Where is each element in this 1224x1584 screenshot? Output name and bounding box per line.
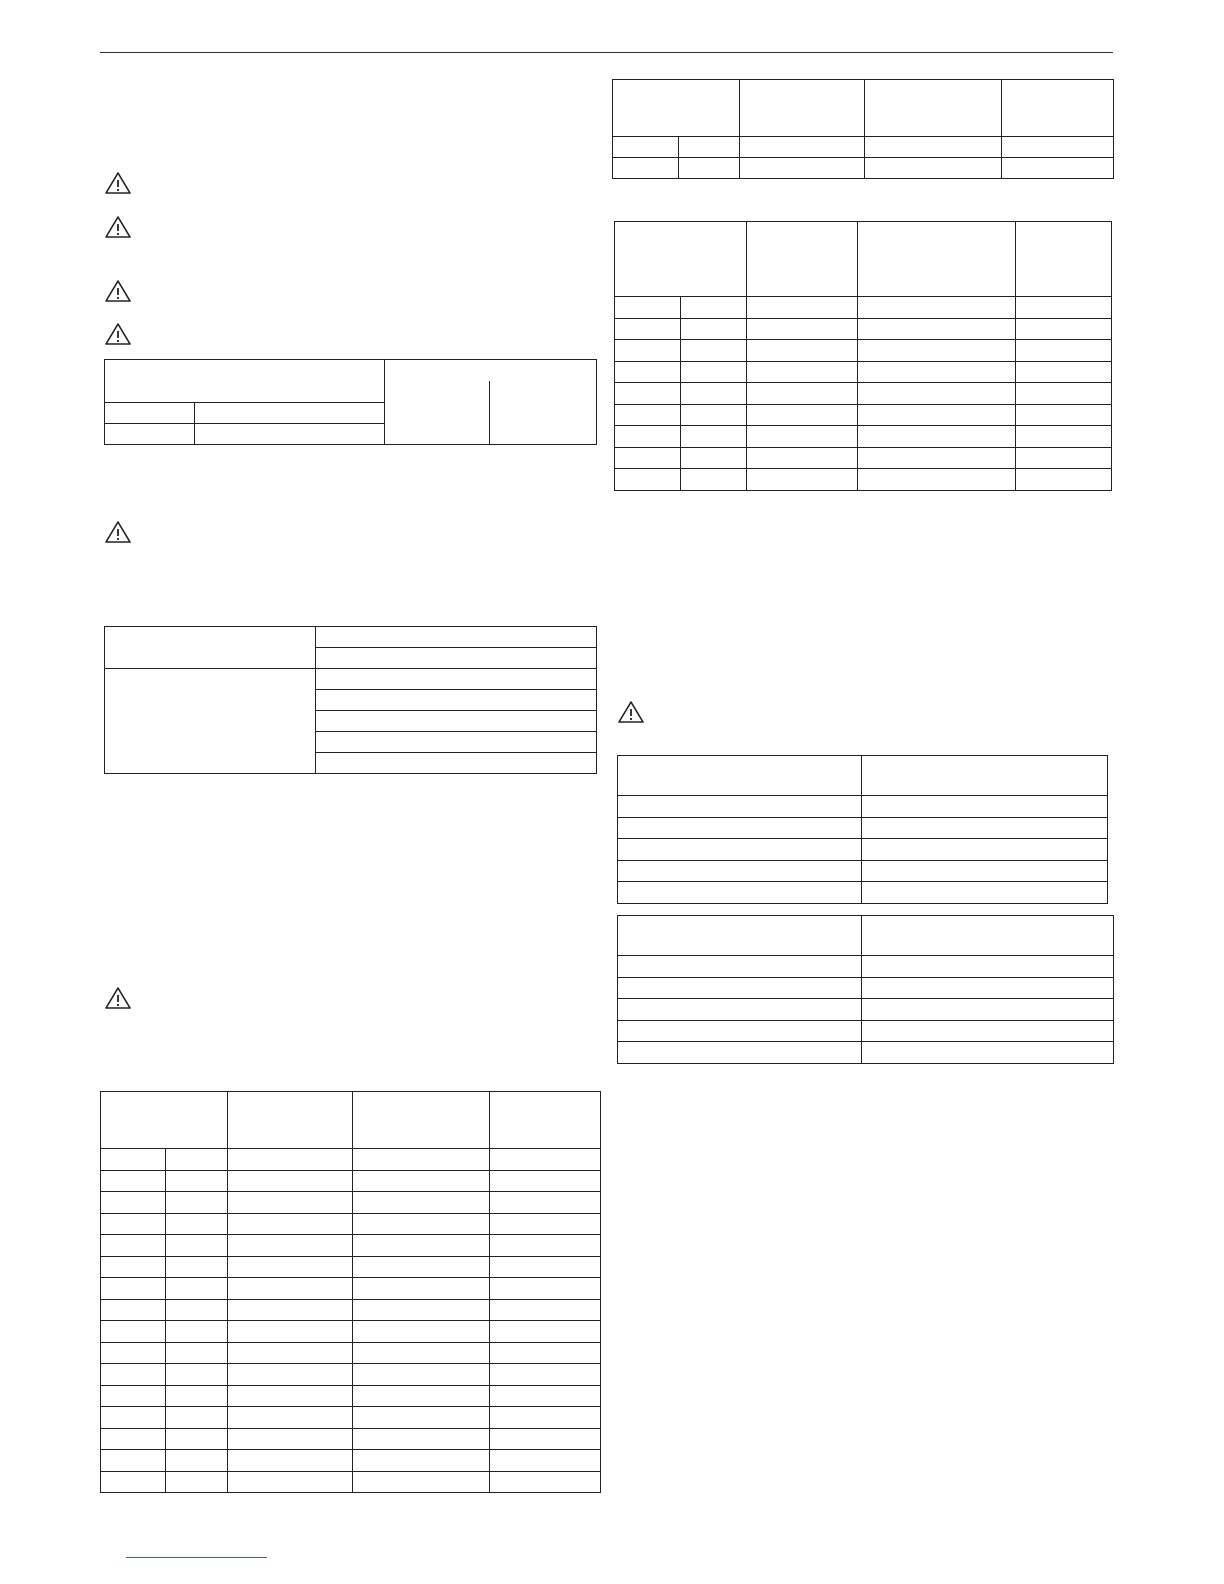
table-cell — [228, 1299, 353, 1321]
table-cell — [615, 383, 681, 405]
table-cell — [353, 1256, 490, 1278]
table-cell — [166, 1385, 228, 1407]
table-cell — [353, 1149, 490, 1171]
table-cell — [228, 1256, 353, 1278]
table-cell — [101, 1256, 166, 1278]
table-cell — [858, 361, 1016, 383]
table-cell — [747, 297, 858, 319]
table-cell — [228, 1278, 353, 1300]
table-cell — [679, 158, 740, 179]
table-cell — [613, 137, 679, 158]
table-cell — [747, 469, 858, 491]
table-cell — [316, 711, 597, 732]
table-cell — [101, 1407, 166, 1429]
table-cell — [353, 1428, 490, 1450]
table-cell — [615, 361, 681, 383]
table-cell — [1016, 404, 1112, 426]
table-cell — [862, 796, 1108, 818]
table-e — [614, 221, 1112, 491]
table-cell — [353, 1471, 490, 1493]
table-cell — [228, 1321, 353, 1343]
warning-icon — [617, 700, 645, 724]
table-cell — [858, 426, 1016, 448]
table-cell — [166, 1428, 228, 1450]
table-cell — [490, 1428, 601, 1450]
table-cell — [858, 383, 1016, 405]
table-cell — [353, 1385, 490, 1407]
warning-icon — [104, 520, 132, 544]
table-cell — [490, 1149, 601, 1171]
table-cell — [228, 1342, 353, 1364]
table-cell — [316, 627, 597, 648]
table-cell — [490, 1342, 601, 1364]
table-cell — [195, 424, 385, 445]
table-cell — [681, 361, 747, 383]
table-cell — [618, 999, 862, 1021]
table-cell — [858, 222, 1016, 297]
table-cell — [101, 1471, 166, 1493]
table-cell — [1016, 297, 1112, 319]
table-cell — [353, 1235, 490, 1257]
table-cell — [101, 1299, 166, 1321]
table-cell — [490, 1213, 601, 1235]
table-cell — [228, 1235, 353, 1257]
table-cell — [618, 1042, 862, 1064]
table-cell — [166, 1278, 228, 1300]
table-cell — [618, 916, 862, 956]
table-cell — [862, 756, 1108, 796]
table-cell — [740, 80, 865, 137]
table-cell — [353, 1192, 490, 1214]
table-cell — [101, 1170, 166, 1192]
table-cell — [747, 361, 858, 383]
table-cell — [862, 916, 1114, 956]
table-cell — [353, 1364, 490, 1386]
table-cell — [385, 360, 597, 403]
table-cell — [228, 1213, 353, 1235]
table-cell — [862, 839, 1108, 861]
table-cell — [490, 1092, 601, 1149]
table-cell — [747, 447, 858, 469]
table-cell — [862, 882, 1108, 904]
table-cell — [490, 1278, 601, 1300]
table-cell — [865, 158, 1002, 179]
table-cell — [618, 956, 862, 978]
table-cell — [166, 1170, 228, 1192]
table-cell — [228, 1407, 353, 1429]
table-cell — [618, 796, 862, 818]
table-cell — [353, 1450, 490, 1472]
table-cell — [862, 1042, 1114, 1064]
table-cell — [1016, 318, 1112, 340]
warning-icon — [104, 171, 132, 195]
table-cell — [615, 447, 681, 469]
table-cell — [166, 1299, 228, 1321]
table-cell — [858, 469, 1016, 491]
table-cell — [353, 1407, 490, 1429]
table-cell — [740, 158, 865, 179]
table-cell — [101, 1428, 166, 1450]
table-cell — [747, 340, 858, 362]
table-cell — [490, 1407, 601, 1429]
table-f — [617, 755, 1108, 904]
table-cell — [858, 318, 1016, 340]
table-cell — [615, 469, 681, 491]
table-cell — [1016, 469, 1112, 491]
warning-icon — [104, 215, 132, 239]
table-cell — [618, 1020, 862, 1042]
table-cell — [353, 1278, 490, 1300]
table-cell — [858, 340, 1016, 362]
table-cell — [747, 318, 858, 340]
table-cell — [865, 137, 1002, 158]
table-cell — [490, 1321, 601, 1343]
table-cell — [618, 882, 862, 904]
table-cell — [105, 669, 316, 774]
table-cell — [618, 839, 862, 861]
table-cell — [101, 1213, 166, 1235]
table-a-divider — [489, 381, 490, 445]
table-cell — [101, 1450, 166, 1472]
table-cell — [166, 1235, 228, 1257]
table-cell — [862, 999, 1114, 1021]
table-cell — [101, 1385, 166, 1407]
table-cell — [316, 732, 597, 753]
table-cell — [862, 860, 1108, 882]
table-cell — [166, 1471, 228, 1493]
table-cell — [1002, 80, 1114, 137]
table-cell — [316, 753, 597, 774]
table-cell — [101, 1321, 166, 1343]
table-cell — [105, 424, 195, 445]
table-cell — [681, 469, 747, 491]
table-cell — [228, 1170, 353, 1192]
table-cell — [1016, 222, 1112, 297]
table-cell — [615, 222, 747, 297]
table-cell — [228, 1385, 353, 1407]
table-cell — [1002, 137, 1114, 158]
table-cell — [353, 1342, 490, 1364]
table-cell — [385, 403, 490, 445]
table-cell — [490, 1364, 601, 1386]
table-cell — [490, 1235, 601, 1257]
table-cell — [228, 1471, 353, 1493]
table-cell — [166, 1149, 228, 1171]
table-cell — [679, 137, 740, 158]
table-cell — [615, 297, 681, 319]
table-cell — [490, 1192, 601, 1214]
table-cell — [615, 404, 681, 426]
table-cell — [862, 1020, 1114, 1042]
table-cell — [490, 1450, 601, 1472]
table-cell — [490, 1170, 601, 1192]
table-cell — [105, 360, 385, 403]
table-cell — [353, 1213, 490, 1235]
table-cell — [101, 1278, 166, 1300]
table-cell — [1016, 361, 1112, 383]
table-cell — [353, 1321, 490, 1343]
table-g — [617, 915, 1114, 1064]
table-cell — [105, 627, 316, 669]
table-cell — [613, 158, 679, 179]
table-cell — [195, 403, 385, 424]
table-cell — [1002, 158, 1114, 179]
table-cell — [681, 318, 747, 340]
table-cell — [101, 1364, 166, 1386]
table-cell — [353, 1092, 490, 1149]
table-cell — [490, 1256, 601, 1278]
table-cell — [1016, 383, 1112, 405]
table-cell — [618, 756, 862, 796]
table-cell — [101, 1192, 166, 1214]
table-cell — [618, 817, 862, 839]
table-cell — [862, 817, 1108, 839]
table-cell — [740, 137, 865, 158]
table-cell — [681, 297, 747, 319]
warning-icon — [104, 986, 132, 1010]
table-cell — [228, 1364, 353, 1386]
table-cell — [166, 1364, 228, 1386]
table-cell — [681, 426, 747, 448]
table-cell — [615, 426, 681, 448]
table-cell — [101, 1092, 228, 1149]
table-cell — [747, 383, 858, 405]
table-cell — [166, 1450, 228, 1472]
table-cell — [858, 297, 1016, 319]
table-cell — [618, 860, 862, 882]
table-cell — [1016, 426, 1112, 448]
table-cell — [865, 80, 1002, 137]
table-cell — [316, 669, 597, 690]
table-cell — [747, 404, 858, 426]
table-b — [104, 626, 597, 774]
table-cell — [166, 1342, 228, 1364]
table-cell — [101, 1235, 166, 1257]
table-cell — [101, 1342, 166, 1364]
table-cell — [862, 956, 1114, 978]
table-a — [104, 359, 597, 445]
table-cell — [615, 340, 681, 362]
table-cell — [228, 1149, 353, 1171]
table-cell — [1016, 447, 1112, 469]
table-cell — [101, 1149, 166, 1171]
table-cell — [747, 426, 858, 448]
table-cell — [490, 1385, 601, 1407]
table-cell — [166, 1192, 228, 1214]
warning-icon — [104, 279, 132, 303]
table-cell — [490, 1471, 601, 1493]
table-cell — [228, 1092, 353, 1149]
table-cell — [615, 318, 681, 340]
footer-link-underline[interactable] — [126, 1557, 267, 1558]
table-c — [100, 1091, 601, 1493]
table-d — [612, 79, 1114, 179]
table-cell — [681, 404, 747, 426]
table-cell — [166, 1256, 228, 1278]
table-cell — [681, 447, 747, 469]
table-cell — [858, 404, 1016, 426]
table-cell — [228, 1192, 353, 1214]
table-cell — [681, 340, 747, 362]
table-cell — [316, 648, 597, 669]
table-cell — [105, 403, 195, 424]
table-cell — [490, 1299, 601, 1321]
table-cell — [353, 1170, 490, 1192]
table-cell — [353, 1299, 490, 1321]
table-cell — [613, 80, 740, 137]
table-cell — [858, 447, 1016, 469]
table-cell — [228, 1450, 353, 1472]
warning-icon — [104, 322, 132, 346]
table-cell — [166, 1407, 228, 1429]
table-cell — [166, 1213, 228, 1235]
table-cell — [1016, 340, 1112, 362]
table-cell — [490, 403, 597, 445]
table-cell — [228, 1428, 353, 1450]
table-cell — [681, 383, 747, 405]
table-cell — [316, 690, 597, 711]
header-rule — [100, 52, 1113, 53]
table-cell — [862, 977, 1114, 999]
table-cell — [166, 1321, 228, 1343]
table-cell — [618, 977, 862, 999]
table-cell — [747, 222, 858, 297]
